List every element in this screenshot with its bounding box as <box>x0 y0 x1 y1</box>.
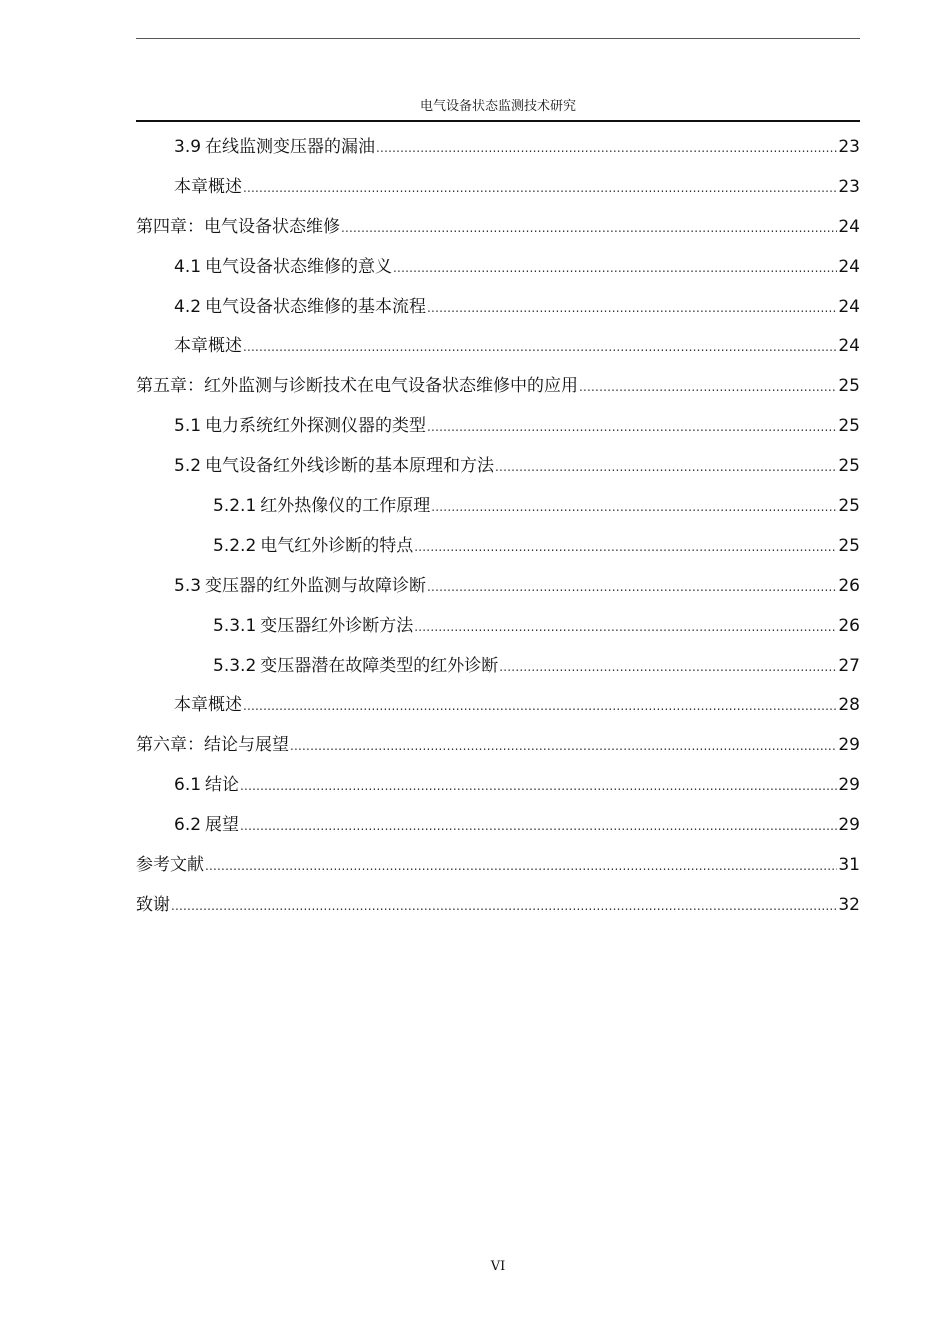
toc-entry-text: 在线监测变压器的漏油 <box>205 137 376 157</box>
toc-entry-page: 24 <box>838 296 860 317</box>
running-header: 电气设备状态监测技术研究 <box>419 99 576 114</box>
toc-entry-text: 第四章：电气设备状态维修 <box>136 216 340 237</box>
toc-entry[interactable] <box>136 487 860 527</box>
toc-entry-page: 28 <box>838 695 860 716</box>
toc-entry-title <box>174 766 239 806</box>
toc-entry-text: 结论 <box>205 775 240 796</box>
toc-entry-page: 25 <box>838 416 860 437</box>
toc-dot-leader <box>240 767 837 807</box>
toc-entry-page: 29 <box>838 815 860 836</box>
toc-dot-leader <box>427 408 837 448</box>
toc-entry-text: 第六章：结论与展望 <box>136 735 289 756</box>
toc-entry[interactable] <box>136 726 860 766</box>
toc-entry-page: 24 <box>838 256 860 277</box>
toc-entry-text: 电气设备红外线诊断的基本原理和方法 <box>205 456 495 477</box>
toc-entry[interactable] <box>136 607 860 647</box>
toc-dot-leader <box>243 169 837 209</box>
toc-entry-number: 5.2 <box>174 456 202 477</box>
toc-entry-page: 29 <box>838 775 860 796</box>
page-number: VI <box>490 1259 506 1274</box>
toc-entry-page: 24 <box>838 216 860 237</box>
toc-entry-page: 32 <box>838 894 860 915</box>
toc-entry-number: 5.2.1 <box>213 496 257 517</box>
toc-entry[interactable] <box>136 806 860 846</box>
toc-entry-text: 本章概述 <box>174 336 242 357</box>
toc-entry-title <box>174 327 242 367</box>
toc-dot-leader <box>240 807 837 847</box>
toc-entry-title <box>174 128 375 168</box>
toc-entry-number: 5.2.2 <box>213 535 257 556</box>
toc-dot-leader <box>499 648 837 688</box>
toc-entry[interactable] <box>136 846 860 886</box>
toc-entry-title <box>174 806 239 846</box>
toc-entry[interactable] <box>136 766 860 806</box>
toc-entry-title <box>213 607 413 647</box>
toc-entry-title <box>136 886 170 926</box>
toc-dot-leader <box>495 448 837 488</box>
toc-entry-page: 25 <box>838 376 860 397</box>
toc-entry-text: 电力系统红外探测仪器的类型 <box>205 416 427 437</box>
toc-dot-leader <box>393 249 837 289</box>
toc-entry-number: 5.3.1 <box>213 615 257 636</box>
toc-entry-title <box>213 487 430 527</box>
toc-dot-leader <box>243 328 837 368</box>
toc-entry-number: 4.2 <box>174 296 202 317</box>
toc-dot-leader <box>579 368 837 408</box>
toc-entry-text: 电气设备状态维修的意义 <box>205 256 393 277</box>
toc-entry-title <box>174 686 242 726</box>
toc-entry-text: 变压器的红外监测与故障诊断 <box>205 575 427 596</box>
toc-entry-title <box>174 168 242 208</box>
toc-entry[interactable] <box>136 208 860 248</box>
toc-entry-title <box>174 567 426 607</box>
toc-entry[interactable] <box>136 367 860 407</box>
toc-entry-title <box>213 527 413 567</box>
toc-dot-leader <box>414 608 837 648</box>
toc-dot-leader <box>341 209 837 249</box>
toc-entry-number: 5.1 <box>174 416 202 437</box>
toc-entry-text: 本章概述 <box>174 176 242 197</box>
toc-entry-title <box>136 367 578 407</box>
toc-entry-page: 24 <box>838 336 860 357</box>
toc-entry-page: 29 <box>838 735 860 756</box>
toc-entry-text: 变压器红外诊断方法 <box>260 615 414 636</box>
toc-dot-leader <box>414 528 837 568</box>
toc-entry-text: 红外热像仪的工作原理 <box>260 496 431 517</box>
header-rule <box>136 120 860 122</box>
toc-entry[interactable] <box>136 288 860 328</box>
toc-entry[interactable] <box>136 447 860 487</box>
toc-entry-text: 参考文献 <box>136 855 204 876</box>
toc-entry-text: 第五章：红外监测与诊断技术在电气设备状态维修中的应用 <box>136 376 578 397</box>
toc-entry-page: 26 <box>838 575 860 596</box>
toc-entry-page: 25 <box>838 456 860 477</box>
toc-entry-title <box>136 846 204 886</box>
toc-entry[interactable] <box>136 128 860 168</box>
toc-entry-page: 23 <box>838 137 860 157</box>
toc-dot-leader <box>427 568 837 608</box>
toc-entry-number: 3.9 <box>174 137 202 157</box>
toc-dot-leader <box>171 887 837 927</box>
toc-entry-text: 变压器潜在故障类型的红外诊断 <box>260 655 499 676</box>
toc-entry[interactable] <box>136 686 860 726</box>
toc-entry[interactable] <box>136 407 860 447</box>
toc-entry[interactable] <box>136 248 860 288</box>
toc-entry-number: 6.1 <box>174 775 202 796</box>
toc-entry-page: 31 <box>838 855 860 876</box>
toc-entry-page: 27 <box>838 655 860 676</box>
toc-entry-title <box>174 447 494 487</box>
toc-entry-page: 26 <box>838 615 860 636</box>
toc-entry[interactable] <box>136 527 860 567</box>
toc-entry-number: 6.2 <box>174 815 202 836</box>
toc-dot-leader <box>427 289 837 329</box>
toc-entry[interactable] <box>136 567 860 607</box>
toc-entry-text: 电气红外诊断的特点 <box>260 535 414 556</box>
toc-entry[interactable] <box>136 886 860 926</box>
toc-entry-page: 25 <box>838 496 860 517</box>
toc-entry-number: 4.1 <box>174 256 202 277</box>
toc-entry-page: 25 <box>838 535 860 556</box>
top-rule <box>136 38 860 39</box>
toc-entry[interactable] <box>136 647 860 687</box>
toc-entry-title <box>174 407 426 447</box>
toc-entry[interactable] <box>136 168 860 208</box>
toc-entry-text: 致谢 <box>136 894 170 915</box>
toc-entry-page: 23 <box>838 176 860 197</box>
toc-entry[interactable] <box>136 327 860 367</box>
toc-entry-title <box>174 288 426 328</box>
toc-dot-leader <box>376 129 837 169</box>
toc-entry-title <box>174 248 392 288</box>
toc-dot-leader <box>243 687 837 727</box>
toc-entry-text: 电气设备状态维修的基本流程 <box>205 296 427 317</box>
toc-entry-title <box>213 647 498 687</box>
toc-entry-number: 5.3 <box>174 575 202 596</box>
toc-entry-title <box>136 208 340 248</box>
toc-entry-title <box>136 726 289 766</box>
toc-dot-leader <box>205 847 837 887</box>
toc-entry-text: 本章概述 <box>174 695 242 716</box>
table-of-contents <box>136 128 860 926</box>
toc-entry-number: 5.3.2 <box>213 655 257 676</box>
toc-dot-leader <box>431 488 837 528</box>
toc-entry-text: 展望 <box>205 815 240 836</box>
toc-dot-leader <box>290 727 837 767</box>
